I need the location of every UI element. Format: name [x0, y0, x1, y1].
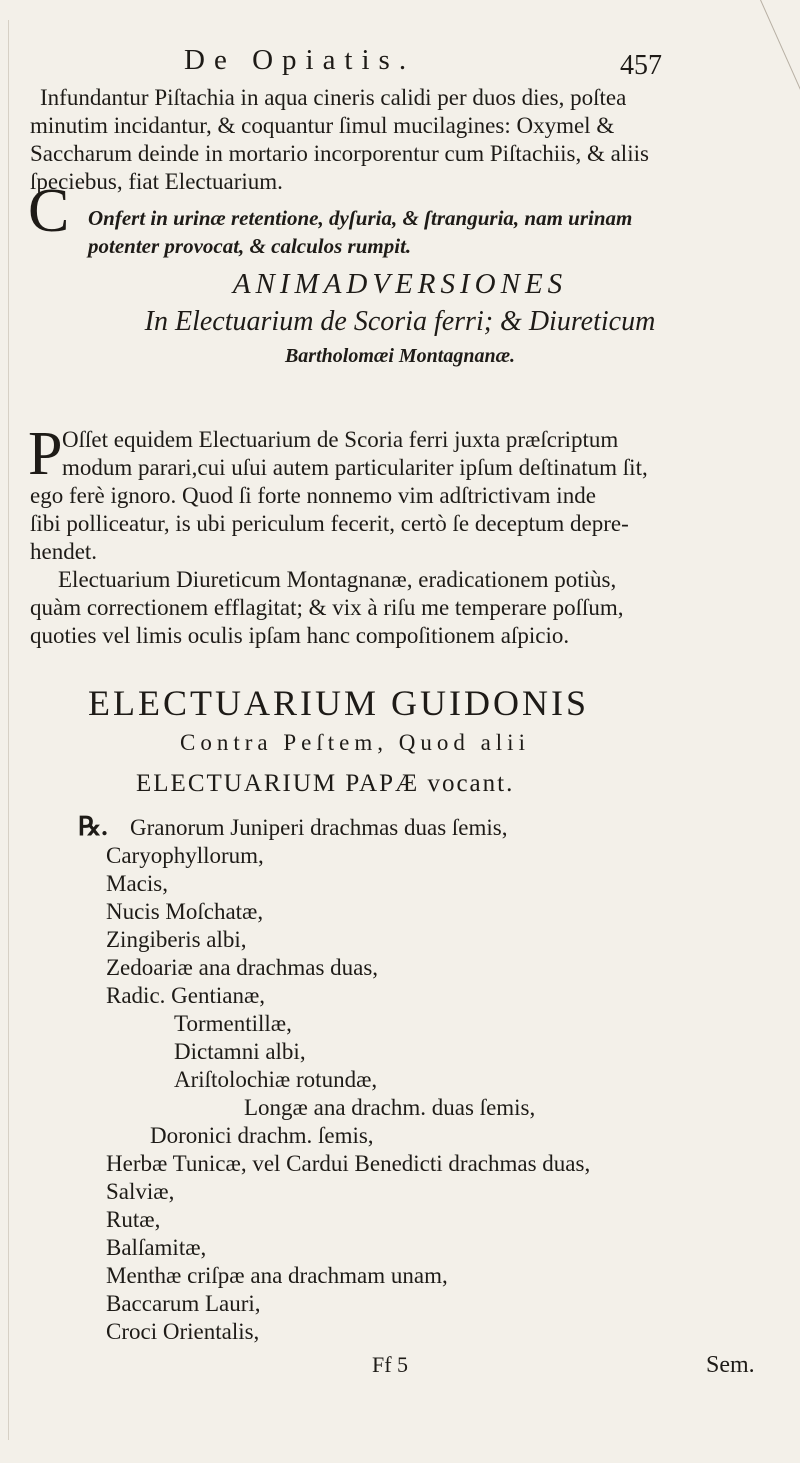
para3-line-5: hendet. — [30, 539, 98, 564]
para1-line-2: minutim incidantur, & coquantur ſimul mucilagines: Oxymel & — [30, 113, 615, 138]
recipe-title: ELECTUARIUM GUIDONIS — [88, 683, 589, 723]
catchword: Sem. — [706, 1352, 755, 1378]
para3-line-7: quàm correctionem efflagitat; & vix à riſu me temperare poſſum, — [30, 595, 624, 620]
page-edge-line — [760, 0, 800, 174]
para3-line-6: Electuarium Diureticum Montagnanæ, eradicationem potiùs, — [58, 567, 617, 592]
para3-line-3: ego ferè ignoro. Quod ſi forte nonnemo vim adſtrictivam inde — [30, 483, 596, 508]
page-edge-line — [8, 20, 9, 1440]
recipe-symbol: ℞. — [78, 812, 108, 841]
section-author: Bartholomæi Montagnanæ. — [284, 345, 516, 367]
para1-line-3: Saccharum deinde in mortario incorporentur cum Piſtachiis, & aliis — [30, 141, 649, 166]
page-number: 457 — [620, 50, 662, 81]
recipe-item: Dictamni albi, — [174, 1039, 306, 1064]
recipe-subtitle: Contra Peſtem, Quod alii — [180, 730, 530, 755]
para1-line-1: Infundantur Piſtachia in aqua cineris calidi per duos dies, poſtea — [40, 85, 627, 110]
para3-line-1: Oſſet equidem Electuarium de Scoria ferri juxta præſcriptum — [62, 427, 619, 452]
para2-line-1: Onfert in urinæ retentione, dyſuria, & ſtranguria, nam urinam — [88, 206, 633, 230]
signature-mark: Ff 5 — [372, 1352, 409, 1377]
recipe-item: Granorum Juniperi drachmas duas ſemis, — [130, 815, 508, 840]
recipe-alt-name: ELECTUARIUM PAPÆ vocant. — [136, 770, 515, 797]
recipe-item: Balſamitæ, — [106, 1235, 207, 1260]
recipe-item: Herbæ Tunicæ, vel Cardui Benedicti drachmas duas, — [106, 1151, 591, 1176]
recipe-item: Zingiberis albi, — [106, 927, 247, 952]
recipe-item: Radic. Gentianæ, — [106, 983, 266, 1008]
recipe-item: Menthæ criſpæ ana drachmam unam, — [106, 1263, 448, 1288]
recipe-item: Macis, — [106, 871, 168, 896]
recipe-item: Baccarum Lauri, — [106, 1291, 261, 1316]
recipe-item: Longæ ana drachm. duas ſemis, — [244, 1095, 536, 1120]
recipe-item: Croci Orientalis, — [106, 1319, 260, 1344]
drop-cap-p: P — [28, 420, 63, 488]
recipe-item: Tormentillæ, — [174, 1011, 292, 1036]
para3-line-4: ſibi polliceatur, is ubi periculum fecerit, certò ſe deceptum depre- — [30, 511, 629, 536]
section-heading: ANIMADVERSIONES — [232, 268, 568, 300]
running-header: De Opiatis. — [184, 44, 416, 76]
para2-line-2: potenter provocat, & calculos rumpit. — [88, 234, 412, 258]
recipe-item: Doronici drachm. ſemis, — [150, 1123, 374, 1148]
recipe-item: Nucis Moſchatæ, — [106, 899, 264, 924]
para1-line-4: ſpeciebus, fiat Electuarium. — [30, 169, 283, 194]
recipe-item: Ariſtolochiæ rotundæ, — [174, 1067, 378, 1092]
recipe-item: Salviæ, — [106, 1179, 175, 1204]
drop-cap-c: C — [28, 177, 70, 245]
para3-line-2: modum parari,cui uſui autem particulariter ipſum deſtinatum ſit, — [62, 455, 648, 480]
recipe-item: Rutæ, — [106, 1207, 161, 1232]
section-subheading: In Electuarium de Scoria ferri; & Diureticum — [144, 306, 656, 337]
para3-line-8: quoties vel limis oculis ipſam hanc compoſitionem aſpicio. — [30, 623, 570, 648]
recipe-item: Zedoariæ ana drachmas duas, — [106, 955, 379, 980]
recipe-item: Caryophyllorum, — [106, 843, 264, 868]
